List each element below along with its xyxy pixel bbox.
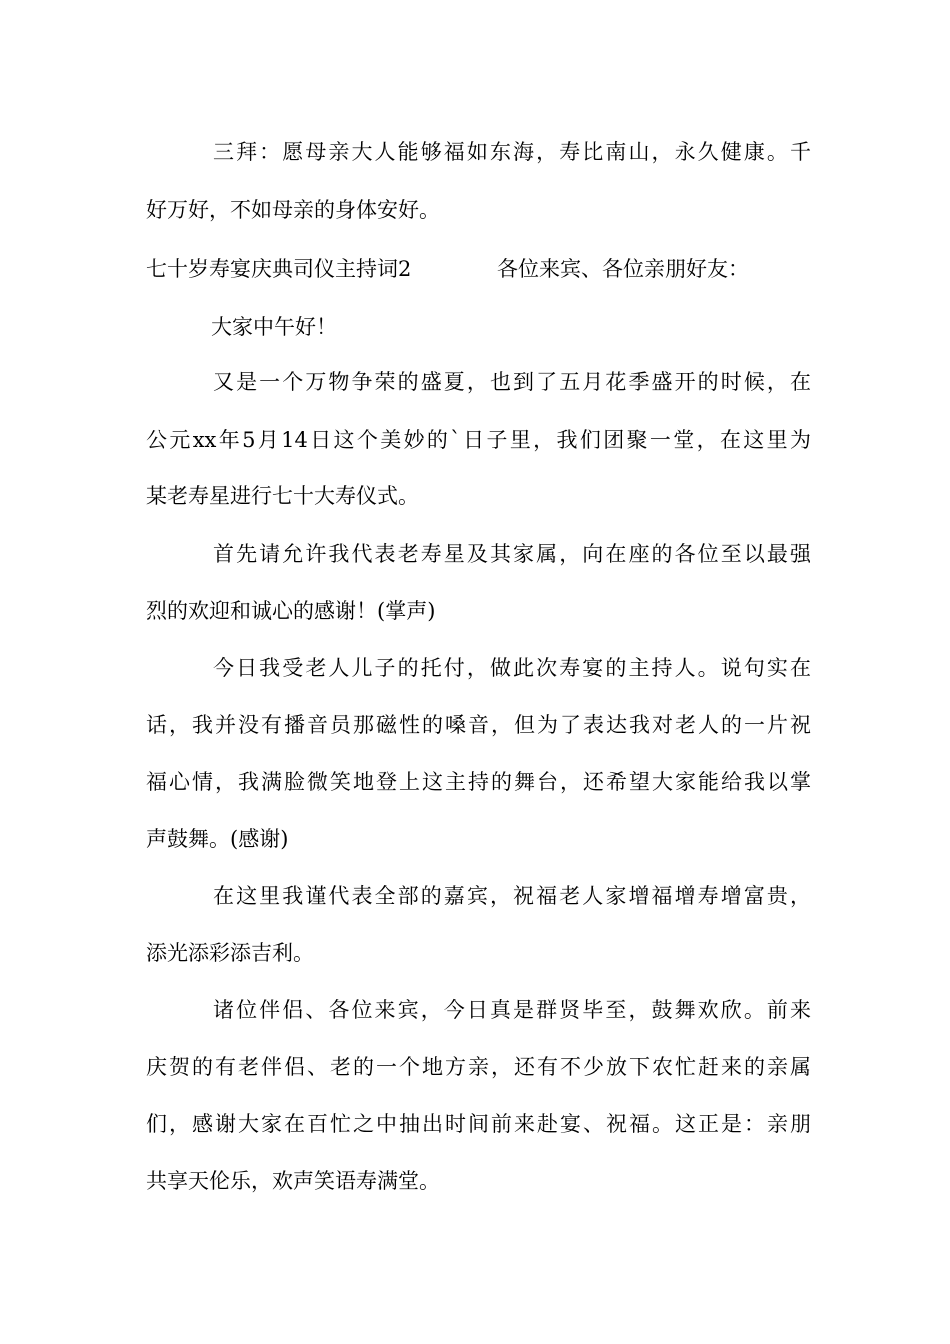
- paragraph-line: 在这里我谨代表全部的嘉宾，祝福老人家增福增寿增富贵，: [213, 884, 811, 908]
- paragraph-line: 好万好，不如母亲的身体安好。: [146, 198, 440, 222]
- paragraph-line: 今日我受老人儿子的托付，做此次寿宴的主持人。说句实在: [213, 656, 811, 680]
- paragraph-line: 声鼓舞。(感谢): [146, 827, 289, 851]
- paragraph-line: 庆贺的有老伴侣、老的一个地方亲，还有不少放下农忙赶来的亲属: [146, 1055, 811, 1079]
- paragraph-line: 诸位伴侣、各位来宾，今日真是群贤毕至，鼓舞欢欣。前来: [213, 998, 811, 1022]
- paragraph-line: 又是一个万物争荣的盛夏，也到了五月花季盛开的时候，在: [213, 370, 811, 394]
- paragraph-line: 某老寿星进行七十大寿仪式。: [146, 484, 419, 508]
- paragraph-line: 共享天伦乐，欢声笑语寿满堂。: [146, 1169, 440, 1193]
- salutation: 各位来宾、各位亲朋好友：: [497, 257, 749, 281]
- paragraph-line: 们，感谢大家在百忙之中抽出时间前来赴宴、祝福。这正是：亲朋: [146, 1112, 811, 1136]
- paragraph-line: 首先请允许我代表老寿星及其家属，向在座的各位至以最强: [213, 542, 811, 566]
- paragraph-line: 烈的欢迎和诚心的感谢！(掌声): [146, 599, 436, 623]
- greeting: 大家中午好！: [211, 315, 337, 339]
- paragraph-line: 添光添彩添吉利。: [146, 941, 314, 965]
- paragraph-line: 公元xx年5月14日这个美妙的`日子里，我们团聚一堂，在这里为: [146, 428, 811, 452]
- section-title: 七十岁寿宴庆典司仪主持词2: [146, 257, 412, 281]
- paragraph-line: 福心情，我满脸微笑地登上这主持的舞台，还希望大家能给我以掌: [146, 770, 811, 794]
- paragraph-line: 话，我并没有播音员那磁性的嗓音，但为了表达我对老人的一片祝: [146, 713, 811, 737]
- paragraph-line: 三拜：愿母亲大人能够福如东海，寿比南山，永久健康。千: [213, 140, 811, 164]
